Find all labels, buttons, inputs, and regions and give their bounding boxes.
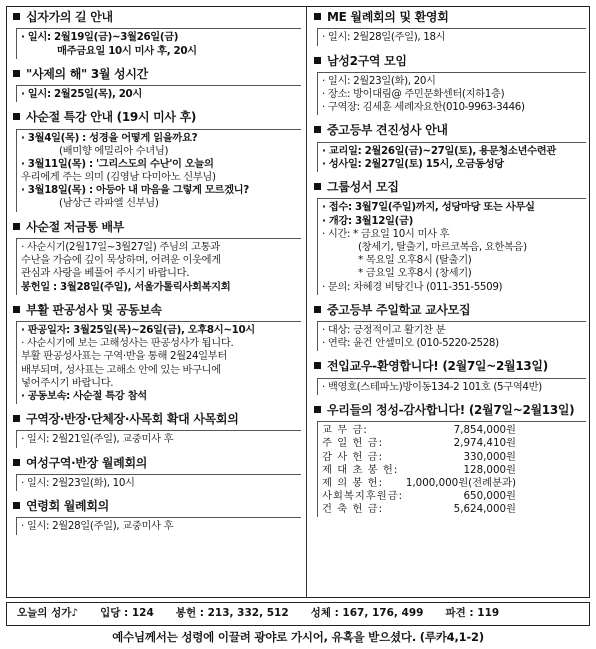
notice-section [13, 10, 301, 59]
bulletin-frame [6, 6, 590, 598]
offering-label: 감 사 헌 금: [322, 450, 384, 463]
hymn-label: 오늘의 성가♪ [17, 607, 79, 620]
offering-row [322, 464, 586, 477]
notice-line: · 시간: * 금요일 10시 미사 후 [322, 227, 450, 240]
notice-section [13, 303, 301, 404]
notice-section [314, 10, 586, 46]
square-bullet-icon [314, 406, 321, 413]
notice-title: 연령회 월례회의 [26, 499, 109, 514]
notice-title: 사순절 특강 안내 (19시 미사 후) [26, 110, 197, 125]
notice-line: · 3월11일(목) : '그리스도의 수난'이 오늘의 [21, 157, 214, 170]
notice-body [317, 321, 586, 351]
notice-line: · 문의: 차혜경 비탕긴나 (011-351-5509) [322, 280, 503, 293]
notice-section [13, 110, 301, 211]
notice-body [317, 72, 586, 116]
left-column [13, 10, 301, 543]
notice-line: · 백영호(스테파노)방이동134-2 101호 (5구역4반) [322, 380, 542, 393]
offering-row [322, 424, 586, 437]
notice-heading [13, 10, 301, 25]
notice-body [16, 430, 301, 447]
notice-heading [13, 67, 301, 82]
notice-line: 우리에게 주는 의미 (김영남 다미아노 신부님) [21, 171, 216, 184]
notice-heading [13, 220, 301, 235]
square-bullet-icon [314, 13, 321, 20]
square-bullet-icon [13, 13, 20, 20]
offering-label: 사회복지후원금: [322, 490, 404, 503]
notice-body [317, 142, 586, 172]
notice-body [16, 321, 301, 404]
notice-title: 사순절 저금통 배부 [26, 219, 125, 234]
notice-body [317, 28, 586, 45]
notice-heading [314, 180, 586, 195]
notice-line: · 판공일자: 3월25일(목)~26일(금), 오후8시~10시 [21, 324, 255, 337]
notice-line: (배미향 에밀리아 수녀님) [59, 144, 169, 157]
notice-line: · 3월4일(목) : 성경을 어떻게 읽을까요? [21, 131, 198, 144]
notice-line: · 대상: 긍정적이고 활기찬 분 [322, 324, 446, 337]
offering-amount: 128,000원 [463, 463, 516, 476]
notice-line: · 구역장: 김세훈 세례자요한(010-9963-3446) [322, 101, 525, 114]
notice-title: 중고등부 주일학교 교사모집 [327, 302, 471, 317]
offering-amount: 5,624,000원 [453, 503, 516, 516]
offering-section [314, 403, 586, 518]
square-bullet-icon [13, 70, 20, 77]
square-bullet-icon [13, 415, 20, 422]
bible-verse: 예수님께서는 성령에 이끌려 광야로 가시어, 유혹을 받으셨다. (루카4,1-2) [112, 630, 484, 644]
notice-line: · 접수: 3월7일(주일)까지, 성당마당 또는 사무실 [322, 201, 535, 214]
notice-section [13, 456, 301, 492]
notice-title: 중고등부 견진성사 안내 [327, 123, 448, 138]
offering-row [322, 451, 586, 464]
notice-line: · 성사일: 2월27일(토) 15시, 오금동성당 [322, 157, 504, 170]
notice-section [314, 123, 586, 172]
square-bullet-icon [314, 362, 321, 369]
square-bullet-icon [314, 126, 321, 133]
notice-heading [314, 10, 586, 25]
square-bullet-icon [13, 502, 20, 509]
offering-amount: 650,000원 [463, 490, 516, 503]
offering-row [322, 490, 586, 503]
offering-heading [314, 403, 586, 418]
notice-title: 십자가의 길 안내 [26, 10, 113, 24]
right-column [314, 10, 586, 525]
notice-line: 매주금요일 10시 미사 후, 20시 [57, 44, 197, 57]
notice-body [16, 85, 301, 102]
notice-line: · 연락: 윤건 안셀미오 (010-5220-2528) [322, 337, 499, 350]
notice-line: · 사순시기(2월17일~3월27일) 주님의 고통과 [21, 240, 220, 253]
notice-line: · 일시: 2월25일(목), 20시 [21, 88, 142, 101]
notice-section [314, 180, 586, 295]
notice-line: · 일시: 2월23일(화), 20시 [322, 74, 436, 87]
notice-heading [314, 303, 586, 318]
offering-title: 우리들의 정성-감사합니다! (2월7일~2월13일) [327, 402, 575, 417]
hymn-offertory: 봉헌 : 213, 332, 512 [175, 607, 289, 620]
notice-body [317, 198, 586, 294]
notice-section [314, 303, 586, 352]
notice-line: · 사순시기에 보는 고해성사는 판공성사가 됩니다. [21, 337, 234, 350]
notice-line: · 3월18일(목) : 아등아 내 마음을 그렇게 모르겠니? [21, 184, 249, 197]
hymn-communion: 성체 : 167, 176, 499 [310, 607, 424, 620]
notice-body [16, 517, 301, 534]
notice-line: 부활 판공성사표는 구역·반을 통해 2월24일부터 [21, 350, 227, 363]
notice-line: · 일시: 2월28일(주일), 18시 [322, 31, 446, 44]
offering-row [322, 503, 586, 516]
notice-line: 배부되며, 성사표는 고해소 안에 있는 바구니에 [21, 363, 221, 376]
square-bullet-icon [13, 306, 20, 313]
offering-label: 주 일 헌 금: [322, 437, 384, 450]
notice-body [16, 28, 301, 58]
notice-section [314, 54, 586, 116]
notice-line: · 공동보속: 사순절 특강 참석 [21, 389, 147, 402]
notice-line: (창세기, 탈출기, 마르코복음, 요한복음) [358, 240, 527, 253]
notice-line: (남상근 라파엘 신부님) [59, 197, 159, 210]
notice-title: 남성2구역 모임 [327, 53, 407, 68]
notice-heading [13, 303, 301, 318]
notice-body [16, 238, 301, 295]
offering-label: 건 축 헌 금: [322, 503, 384, 516]
square-bullet-icon [13, 223, 20, 230]
notice-title: 구역장·반장·단체장·사목회 확대 사목회의 [26, 412, 239, 427]
notice-heading [13, 499, 301, 514]
notice-line: · 장소: 방이대림@ 주민문화센터(지하1층) [322, 88, 505, 101]
offering-label: 제 대 초 봉 헌: [322, 463, 399, 476]
notice-title: "사제의 해" 3월 성시간 [26, 66, 148, 81]
offering-amount: 7,854,000원 [453, 424, 516, 437]
notice-body [16, 129, 301, 212]
square-bullet-icon [314, 306, 321, 313]
square-bullet-icon [314, 183, 321, 190]
offering-row [322, 477, 586, 490]
notice-section [13, 499, 301, 535]
notice-title: 부활 판공성사 및 공동보속 [26, 302, 162, 317]
column-divider [306, 7, 307, 597]
notice-body [317, 378, 586, 395]
notice-heading [314, 359, 586, 374]
notice-body [16, 474, 301, 491]
notice-title: 전입교우-환영합니다! (2월7일~2월13일) [327, 359, 548, 374]
right-notices [314, 10, 586, 395]
notice-heading [314, 123, 586, 138]
offering-label: 교 무 금: [322, 424, 368, 437]
notice-heading [13, 412, 301, 427]
notice-heading [13, 110, 301, 125]
notice-title: 여성구역·반장 월례회의 [26, 455, 148, 470]
notice-line: · 일시: 2월28일(주일), 교중미사 후 [21, 520, 174, 533]
hymn-numbers-bar [6, 602, 590, 626]
notice-section [13, 412, 301, 448]
notice-title: 그룹성서 모집 [327, 180, 399, 195]
notice-line: 관심과 사랑을 베풀어 주시기 바랍니다. [21, 267, 190, 280]
notice-title: ME 월례회의 및 환영회 [327, 10, 449, 24]
square-bullet-icon [13, 459, 20, 466]
notice-line: · 일시: 2월19일(금)~3월26일(금) [21, 31, 179, 44]
offering-row [322, 437, 586, 450]
square-bullet-icon [13, 113, 20, 120]
notice-line: 넣어주시기 바랍니다. [21, 376, 114, 389]
notice-line: 봉헌일 : 3월28일(주일), 서울가톨릭사회복지회 [21, 280, 231, 293]
notice-line: · 일시: 2월21일(주일), 교중미사 후 [21, 433, 174, 446]
notice-section [13, 67, 301, 103]
offering-amount: 330,000원 [463, 450, 516, 463]
offering-amount: 1,000,000원(전례분과) [405, 476, 516, 489]
notice-line: · 일시: 2월23일(화), 10시 [21, 476, 135, 489]
notice-section [314, 359, 586, 395]
notice-line: · 개강: 3월12일(금) [322, 214, 413, 227]
notice-heading [13, 456, 301, 471]
notice-line: 수난을 가슴에 깊이 묵상하며, 어려운 이웃에게 [21, 254, 221, 267]
notice-section [13, 220, 301, 295]
offering-table [317, 421, 586, 517]
offering-amount: 2,974,410원 [453, 437, 516, 450]
notice-line: * 금요일 오후8시 (창세기) [358, 267, 472, 280]
notice-line: · 교리일: 2월26일(금)~27일(토), 용문청소년수련관 [322, 144, 556, 157]
notice-line: * 목요일 오후8시 (탈출기) [358, 254, 472, 267]
hymn-recessional: 파견 : 119 [445, 607, 500, 620]
hymn-entrance: 입당 : 124 [100, 607, 154, 620]
offering-label: 제 의 봉 헌: [322, 476, 384, 489]
notice-heading [314, 54, 586, 69]
square-bullet-icon [314, 57, 321, 64]
